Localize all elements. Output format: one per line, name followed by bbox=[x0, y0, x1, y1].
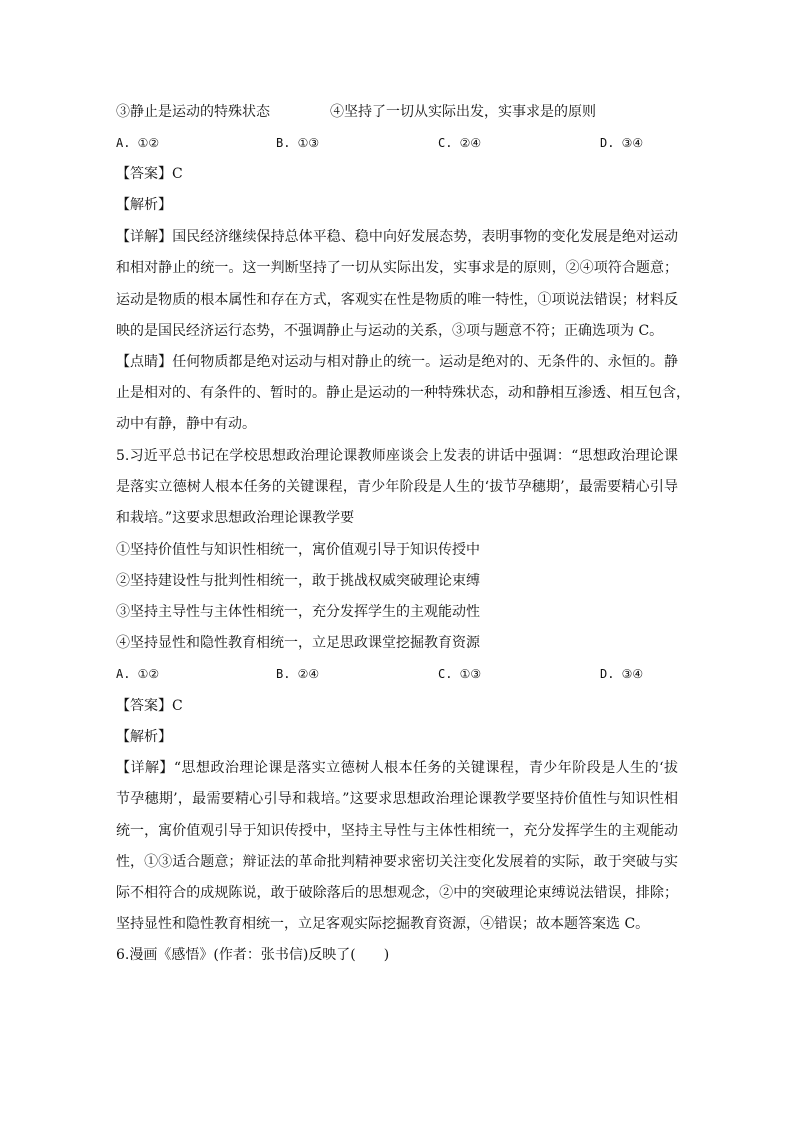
q5-option-d: D. ③④ bbox=[600, 667, 644, 681]
q5-item-4: ④坚持显性和隐性教育相统一，立足思政课堂挖掘教育资源 bbox=[116, 635, 480, 651]
q4-analysis-title: 【解析】 bbox=[116, 197, 172, 213]
q4-point-line: 【点睛】任何物质都是绝对运动与相对静止的统一。运动是绝对的、无条件的、永恒的。静 bbox=[116, 354, 678, 370]
q5-item-3: ③坚持主导性与主体性相统一，充分发挥学生的主观能动性 bbox=[116, 604, 480, 620]
q5-option-c: C. ①③ bbox=[438, 667, 482, 681]
q5-detail-line: 性，①③适合题意；辩证法的革命批判精神要求密切关注变化发展着的实际，敢于突破与实 bbox=[116, 854, 678, 870]
q4-detail-line: 映的是国民经济运行态势，不强调静止与运动的关系，③项与题意不符；正确选项为 C。 bbox=[116, 323, 664, 339]
q5-stem-line: 是落实立德树人根本任务的关键课程，青少年阶段是人生的‘拔节孕穗期’，最需要精心引导 bbox=[116, 479, 678, 495]
q5-stem-line: 和栽培。”这要求思想政治理论课教学要 bbox=[116, 510, 355, 526]
q5-detail-line: 【详解】“思想政治理论课是落实立德树人根本任务的关键课程，青少年阶段是人生的‘拔 bbox=[116, 760, 678, 776]
q4-option-c: C. ②④ bbox=[438, 136, 482, 150]
q5-stem-line: 5.习近平总书记在学校思想政治理论课教师座谈会上发表的讲话中强调：“思想政治理论课 bbox=[116, 448, 678, 464]
q5-answer: 【答案】C bbox=[116, 698, 183, 714]
q4-item-4: ④坚持了一切从实际出发，实事求是的原则 bbox=[330, 104, 596, 120]
q4-item-3: ③静止是运动的特殊状态 bbox=[116, 104, 270, 120]
q5-analysis-title: 【解析】 bbox=[116, 729, 172, 745]
q4-detail-line: 和相对静止的统一。这一判断坚持了一切从实际出发，实事求是的原则，②④项符合题意； bbox=[116, 260, 678, 276]
q5-detail-line: 坚持显性和隐性教育相统一，立足客观实际挖掘教育资源，④错误；故本题答案选 C。 bbox=[116, 916, 650, 932]
q4-point-line: 止是相对的、有条件的、暂时的。静止是运动的一种特殊状态，动和静相互渗透、相互包含， bbox=[116, 385, 690, 401]
q5-item-1: ①坚持价值性与知识性相统一，寓价值观引导于知识传授中 bbox=[116, 542, 480, 558]
q4-detail-line: 【详解】国民经济继续保持总体平稳、稳中向好发展态势，表明事物的变化发展是绝对运动 bbox=[116, 229, 678, 245]
q4-answer: 【答案】C bbox=[116, 166, 183, 182]
q4-option-b: B. ①③ bbox=[276, 136, 320, 150]
q4-point-line: 动中有静，静中有动。 bbox=[116, 416, 256, 432]
q4-detail-line: 运动是物质的根本属性和存在方式，客观实在性是物质的唯一特性，①项说法错误；材料反 bbox=[116, 292, 678, 308]
q5-option-a: A. ①② bbox=[116, 667, 160, 681]
q5-detail-line: 节孕穗期’，最需要精心引导和栽培。”这要求思想政治理论课教学要坚持价值性与知识性相 bbox=[116, 791, 678, 807]
q4-option-d: D. ③④ bbox=[600, 136, 644, 150]
q5-detail-line: 统一，寓价值观引导于知识传授中，坚持主导性与主体性相统一，充分发挥学生的主观能动 bbox=[116, 823, 678, 839]
q5-detail-line: 际不相符合的成规陈说，敢于破除落后的思想观念，②中的突破理论束缚说法错误，排除； bbox=[116, 885, 678, 901]
q6-stem: 6.漫画《感悟》(作者：张书信)反映了( ) bbox=[116, 947, 390, 963]
q5-item-2: ②坚持建设性与批判性相统一，敢于挑战权威突破理论束缚 bbox=[116, 573, 480, 589]
q4-option-a: A. ①② bbox=[116, 136, 160, 150]
q5-option-b: B. ②④ bbox=[276, 667, 320, 681]
